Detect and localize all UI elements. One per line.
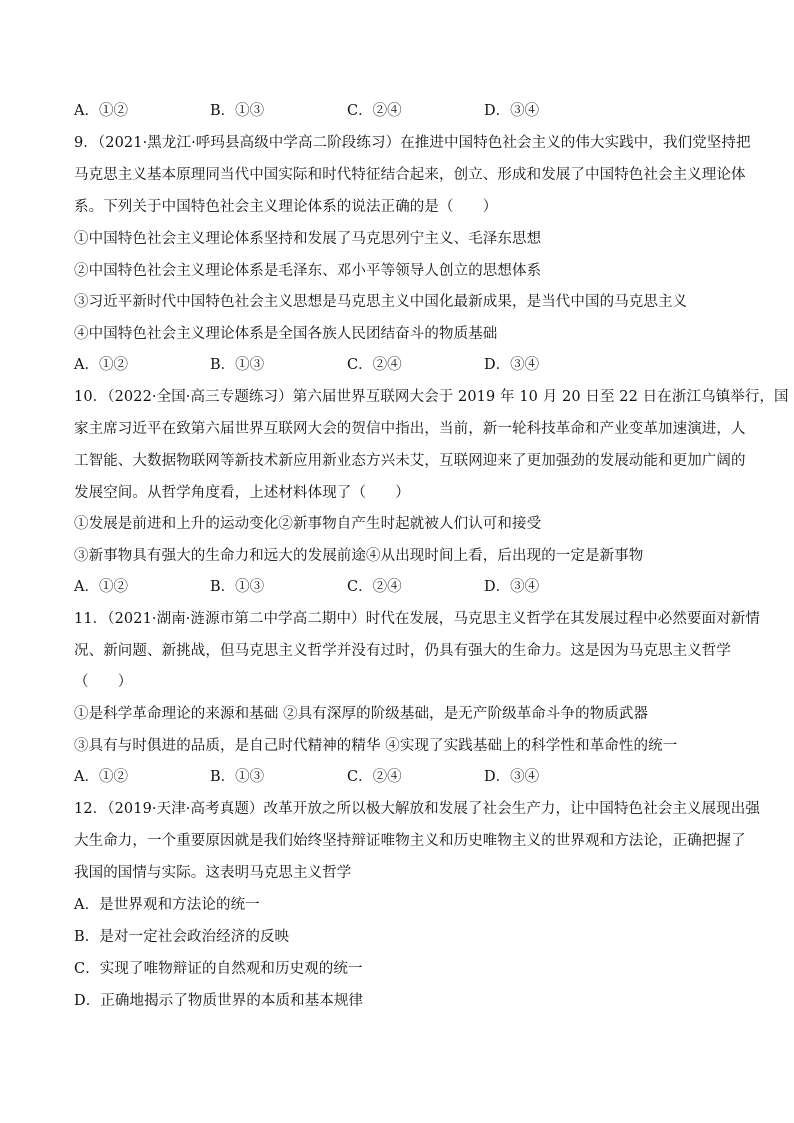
q11-stem-line-2: 况、新问题、新挑战，但马克思主义哲学并没有过时，仍具有强大的生命力。这是因为马克思主义哲学 [74, 643, 731, 659]
option-c[interactable]: C．②④ [347, 769, 402, 785]
q11-stem-line-3: （ ） [74, 674, 133, 690]
q10-stem-line-3: 工智能、大数据物联网等新技术新应用新业态方兴未艾，互联网迎来了更加强劲的发展动能和更加广阔的 [74, 453, 746, 469]
option-d[interactable]: D．③④ [484, 769, 540, 785]
q12-stem-line-1: 12．（2019·天津·高考真题）改革开放之所以极大解放和发展了社会生产力，让中国特色社会主义展现出强 [74, 801, 760, 817]
q9-statement-4: ④中国特色社会主义理论体系是全国各族人民团结奋斗的物质基础 [74, 326, 498, 342]
option-d[interactable]: D．③④ [484, 103, 540, 119]
q10-stem-line-1: 10．（2022·全国·高三专题练习）第六届世界互联网大会于 2019 年 10 月 20 日至 22 日在浙江乌镇举行，国 [74, 389, 789, 405]
q12-choice-b[interactable]: B．是对一定社会政治经济的反映 [74, 929, 290, 945]
q12-stem-line-3: 我国的国情与实际。这表明马克思主义哲学 [74, 865, 352, 881]
option-d[interactable]: D．③④ [484, 579, 540, 595]
option-d[interactable]: D．③④ [484, 357, 540, 373]
q9-options [74, 355, 724, 375]
option-b[interactable]: B．①③ [210, 579, 265, 595]
q10-options [74, 577, 724, 597]
option-c[interactable]: C．②④ [347, 103, 402, 119]
q9-stem-line-3: 系。下列关于中国特色社会主义理论体系的说法正确的是（ ） [74, 199, 498, 215]
q12-choice-d[interactable]: D．正确地揭示了物质世界的本质和基本规律 [74, 993, 364, 1009]
q9-stem-line-2: 马克思主义基本原理同当代中国实际和时代特征结合起来，创立、形成和发展了中国特色社会主义理论体 [74, 167, 746, 183]
option-b[interactable]: B．①③ [210, 103, 265, 119]
option-c[interactable]: C．②④ [347, 579, 402, 595]
option-c[interactable]: C．②④ [347, 357, 402, 373]
q9-statement-3: ③习近平新时代中国特色社会主义思想是马克思主义中国化最新成果，是当代中国的马克思主义 [74, 294, 688, 310]
q12-choice-c[interactable]: C．实现了唯物辩证的自然观和历史观的统一 [74, 961, 363, 977]
q9-stem-line-1: 9．（2021·黑龙江·呼玛县高级中学高二阶段练习）在推进中国特色社会主义的伟大实践中，我们党坚持把 [74, 135, 751, 151]
option-b[interactable]: B．①③ [210, 357, 265, 373]
option-a[interactable]: A．①② [74, 579, 128, 595]
q10-stem-line-4: 发展空间。从哲学角度看，上述材料体现了（ ） [74, 485, 410, 501]
q9-statement-1: ①中国特色社会主义理论体系坚持和发展了马克思列宁主义、毛泽东思想 [74, 231, 542, 247]
option-b[interactable]: B．①③ [210, 769, 265, 785]
q11-stem-line-1: 11．（2021·湖南·涟源市第二中学高二期中）时代在发展，马克思主义哲学在其发展过程中必然要面对新情 [74, 611, 760, 627]
q10-stem-line-2: 家主席习近平在致第六届世界互联网大会的贺信中指出，当前，新一轮科技革命和产业变革加速演进，人 [74, 421, 746, 437]
q9-statement-2: ②中国特色社会主义理论体系是毛泽东、邓小平等领导人创立的思想体系 [74, 263, 542, 279]
q11-statement-1: ①是科学革命理论的来源和基础 ②具有深厚的阶级基础，是无产阶级革命斗争的物质武器 [74, 706, 649, 722]
option-a[interactable]: A．①② [74, 103, 128, 119]
q12-choice-a[interactable]: A．是世界观和方法论的统一 [74, 897, 260, 913]
option-a[interactable]: A．①② [74, 769, 128, 785]
option-a[interactable]: A．①② [74, 357, 128, 373]
q11-statement-2: ③具有与时俱进的品质，是自己时代精神的精华 ④实现了实践基础上的科学性和革命性的统一 [74, 738, 678, 754]
q10-statement-1: ①发展是前进和上升的运动变化②新事物自产生时起就被人们认可和接受 [74, 516, 542, 532]
prev-question-options [74, 101, 724, 121]
q11-options [74, 767, 724, 787]
q12-stem-line-2: 大生命力，一个重要原因就是我们始终坚持辩证唯物主义和历史唯物主义的世界观和方法论，正确把握了 [74, 833, 746, 849]
q10-statement-2: ③新事物具有强大的生命力和远大的发展前途④从出现时间上看，后出现的一定是新事物 [74, 548, 644, 564]
